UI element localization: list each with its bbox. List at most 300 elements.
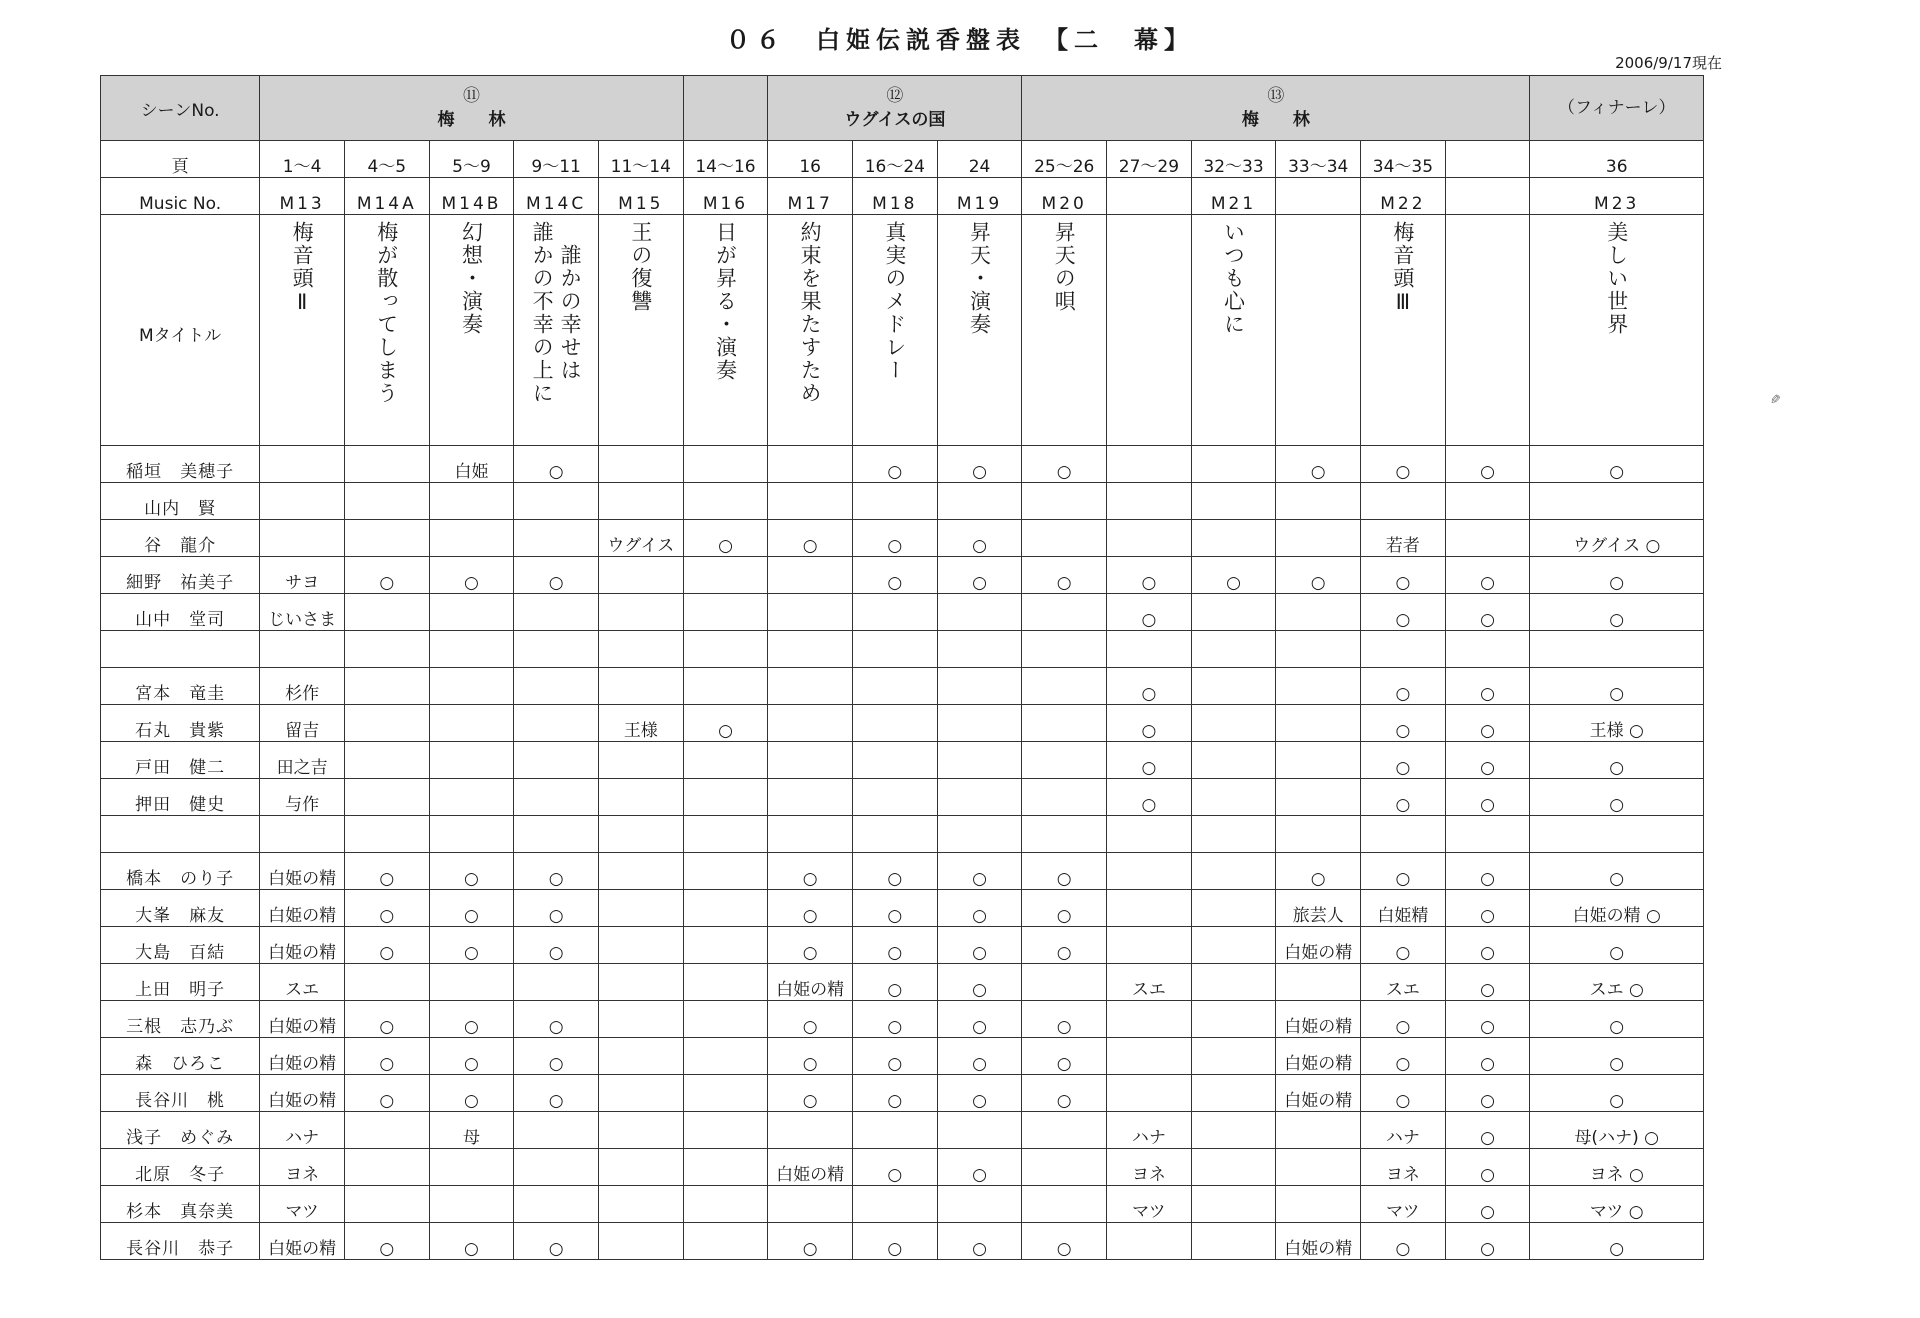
cast-cell <box>598 1038 683 1075</box>
cast-row <box>101 557 1704 594</box>
cast-cell <box>853 668 938 705</box>
cast-cell <box>598 594 683 631</box>
cast-row <box>101 631 1704 668</box>
cast-cell: 白姫の精 <box>260 1001 345 1038</box>
cast-cell: 王様 <box>598 705 683 742</box>
cast-cell <box>344 705 429 742</box>
cast-cell: ○ <box>1530 668 1704 705</box>
cast-cell <box>1107 483 1192 520</box>
cast-cell: ○ <box>1530 927 1704 964</box>
cast-cell: ○ <box>1445 1223 1530 1260</box>
mtitle-cell <box>1022 215 1107 446</box>
mtitle-cell <box>1191 215 1276 446</box>
cast-cell <box>429 816 514 853</box>
cast-cell: ○ <box>1022 853 1107 890</box>
cast-cell: ○ <box>937 1223 1022 1260</box>
cast-cell <box>1107 816 1192 853</box>
scene-group-cell <box>260 76 683 141</box>
music-cell: M23 <box>1530 178 1704 215</box>
cast-cell: ○ <box>1022 1001 1107 1038</box>
mtitle-text <box>514 221 598 405</box>
cast-cell <box>429 779 514 816</box>
cast-cell <box>344 816 429 853</box>
cast-cell: 白姫の精 <box>260 1038 345 1075</box>
cast-cell <box>683 853 768 890</box>
cast-cell: ○ <box>1445 1038 1530 1075</box>
cast-cell <box>683 1038 768 1075</box>
cast-cell <box>598 1149 683 1186</box>
cast-row <box>101 964 1704 1001</box>
cast-cell: ○ <box>1445 557 1530 594</box>
cast-cell <box>429 594 514 631</box>
cast-cell: ○ <box>683 520 768 557</box>
cast-cell <box>514 1186 599 1223</box>
cast-cell: ヨネ <box>260 1149 345 1186</box>
music-cell: M19 <box>937 178 1022 215</box>
cast-cell <box>1107 1075 1192 1112</box>
cast-name <box>101 631 260 668</box>
cast-cell: ○ <box>1445 964 1530 1001</box>
cast-cell <box>598 927 683 964</box>
cast-row <box>101 520 1704 557</box>
cast-cell: 留吉 <box>260 705 345 742</box>
cast-cell: ○ <box>1022 1075 1107 1112</box>
cast-row <box>101 483 1704 520</box>
cast-cell: ○ <box>1361 1001 1446 1038</box>
cast-cell <box>1191 668 1276 705</box>
cast-cell: ○ <box>768 927 853 964</box>
cast-cell <box>1191 742 1276 779</box>
cast-cell: ○ <box>937 927 1022 964</box>
cast-cell <box>1022 1149 1107 1186</box>
cast-cell <box>514 779 599 816</box>
cast-cell <box>1022 594 1107 631</box>
scene-row <box>101 76 1704 141</box>
cast-cell <box>683 594 768 631</box>
cast-cell <box>1022 483 1107 520</box>
cast-cell: ○ <box>768 520 853 557</box>
cast-cell: 杉作 <box>260 668 345 705</box>
cast-row <box>101 594 1704 631</box>
cast-cell: ○ <box>768 1223 853 1260</box>
cast-name: 山中 堂司 <box>101 594 260 631</box>
cast-cell: 田之吉 <box>260 742 345 779</box>
cast-cell: 白姫の精 <box>260 927 345 964</box>
mtitle-text <box>345 221 429 405</box>
scene-name: ウグイスの国 <box>844 110 946 130</box>
mtitle-text <box>599 221 683 313</box>
cast-name <box>101 816 260 853</box>
cast-cell <box>1107 1223 1192 1260</box>
cast-cell: ○ <box>768 853 853 890</box>
cast-cell: ○ <box>853 1149 938 1186</box>
mtitle-line: 梅が散ってしまう <box>374 221 399 405</box>
cast-cell: ○ <box>1361 705 1446 742</box>
cast-cell: マツ <box>1361 1186 1446 1223</box>
cast-cell: ○ <box>514 927 599 964</box>
cast-cell <box>1022 779 1107 816</box>
page-cell: 33～34 <box>1276 141 1361 178</box>
cast-cell <box>1191 594 1276 631</box>
cast-cell <box>937 594 1022 631</box>
cast-cell <box>1191 853 1276 890</box>
page-cell: 34～35 <box>1361 141 1446 178</box>
cast-cell <box>1191 1112 1276 1149</box>
cast-cell <box>1445 816 1530 853</box>
scene-group-cell <box>768 76 1022 141</box>
scene-group-cell <box>1022 76 1530 141</box>
mtitle-line: 真実のメドレー <box>882 221 907 382</box>
cast-cell: 王様 ○ <box>1530 705 1704 742</box>
cast-cell: ○ <box>344 1075 429 1112</box>
cast-cell: ○ <box>1530 557 1704 594</box>
cast-cell <box>683 779 768 816</box>
cast-cell: 旅芸人 <box>1276 890 1361 927</box>
cast-cell <box>429 705 514 742</box>
music-cell: M13 <box>260 178 345 215</box>
page-cell: 36 <box>1530 141 1704 178</box>
cast-cell: ○ <box>514 890 599 927</box>
mtitle-text <box>853 221 937 382</box>
cast-cell <box>683 631 768 668</box>
cast-cell: ○ <box>1530 1001 1704 1038</box>
cast-cell <box>853 631 938 668</box>
cast-cell: ○ <box>514 1223 599 1260</box>
cast-cell <box>1191 631 1276 668</box>
cast-cell <box>260 520 345 557</box>
mtitle-line: 日が昇る・演奏 <box>713 221 738 382</box>
cast-cell <box>768 483 853 520</box>
cast-cell <box>1276 779 1361 816</box>
mtitle-cell <box>260 215 345 446</box>
scene-name: 梅 林 <box>437 110 506 130</box>
cast-cell <box>1022 816 1107 853</box>
mtitle-text <box>1361 221 1445 316</box>
cast-cell: 白姫の精 <box>260 1075 345 1112</box>
cast-name: 北原 冬子 <box>101 1149 260 1186</box>
cast-cell <box>937 742 1022 779</box>
cast-cell <box>1191 483 1276 520</box>
cast-cell <box>1361 631 1446 668</box>
cast-cell <box>514 742 599 779</box>
cast-cell: ウグイス ○ <box>1530 520 1704 557</box>
cast-cell <box>1022 705 1107 742</box>
cast-cell: ○ <box>1445 1186 1530 1223</box>
mtitle-line: 約束を果たすため <box>798 221 823 405</box>
mtitle-label: Mタイトル <box>101 215 260 446</box>
cast-cell <box>344 964 429 1001</box>
music-cell: M18 <box>853 178 938 215</box>
cast-cell: マツ ○ <box>1530 1186 1704 1223</box>
cast-cell <box>514 964 599 1001</box>
cast-cell <box>514 1112 599 1149</box>
cast-name: 宮本 竜圭 <box>101 668 260 705</box>
cast-cell: ○ <box>1530 779 1704 816</box>
cast-cell: 白姫の精 <box>768 964 853 1001</box>
cast-cell <box>1276 816 1361 853</box>
cast-cell: ○ <box>429 557 514 594</box>
scene-number: （フィナーレ） <box>1558 98 1676 118</box>
cast-cell <box>429 1149 514 1186</box>
cast-row <box>101 1186 1704 1223</box>
mtitle-cell <box>1276 215 1361 446</box>
mtitle-text <box>1530 221 1703 336</box>
cast-cell: ○ <box>1361 927 1446 964</box>
cast-row <box>101 853 1704 890</box>
cast-cell <box>1022 1112 1107 1149</box>
cast-cell: 白姫精 <box>1361 890 1446 927</box>
cast-cell: ○ <box>853 853 938 890</box>
cast-cell: スエ <box>1361 964 1446 1001</box>
handwritten-margin-note: ✎ <box>1764 390 1783 406</box>
cast-cell <box>260 483 345 520</box>
cast-cell <box>514 483 599 520</box>
cast-cell <box>1276 1186 1361 1223</box>
cast-cell <box>1191 1075 1276 1112</box>
cast-cell <box>1276 594 1361 631</box>
cast-cell <box>1276 483 1361 520</box>
cast-cell: ○ <box>1191 557 1276 594</box>
cast-cell <box>514 631 599 668</box>
cast-cell <box>1191 1149 1276 1186</box>
cast-cell: ○ <box>937 964 1022 1001</box>
cast-cell <box>1022 631 1107 668</box>
cast-cell: 白姫の精 <box>1276 1075 1361 1112</box>
cast-cell <box>853 594 938 631</box>
page-cell: 1～4 <box>260 141 345 178</box>
cast-cell: じいさま <box>260 594 345 631</box>
mtitle-line: 幻想・演奏 <box>459 221 484 336</box>
cast-cell: ハナ <box>1107 1112 1192 1149</box>
cast-cell <box>1191 520 1276 557</box>
cast-cell: ○ <box>1361 1223 1446 1260</box>
mtitle-line: 王の復讐 <box>628 221 653 313</box>
cast-cell <box>344 779 429 816</box>
cast-cell: ○ <box>1445 594 1530 631</box>
cast-cell: ○ <box>344 1038 429 1075</box>
cast-cell: ○ <box>1445 890 1530 927</box>
cast-cell <box>683 890 768 927</box>
cast-cell: ○ <box>937 890 1022 927</box>
cast-cell <box>598 1223 683 1260</box>
cast-cell: ヨネ <box>1107 1149 1192 1186</box>
cast-row <box>101 890 1704 927</box>
cast-cell: ○ <box>1445 742 1530 779</box>
cast-cell <box>344 668 429 705</box>
cast-name: 長谷川 桃 <box>101 1075 260 1112</box>
cast-cell: ○ <box>853 1001 938 1038</box>
cast-cell <box>1276 705 1361 742</box>
cast-cell <box>768 705 853 742</box>
cast-cell: サヨ <box>260 557 345 594</box>
cast-name: 杉本 真奈美 <box>101 1186 260 1223</box>
cast-cell <box>768 779 853 816</box>
cast-cell <box>683 1223 768 1260</box>
mtitle-line: 梅音頭Ⅱ <box>290 221 315 316</box>
cast-cell <box>937 1112 1022 1149</box>
cast-cell: ○ <box>344 927 429 964</box>
cast-name: 石丸 貴紫 <box>101 705 260 742</box>
cast-cell: ○ <box>1022 1223 1107 1260</box>
cast-row <box>101 779 1704 816</box>
cast-cell <box>1191 1223 1276 1260</box>
music-cell <box>1107 178 1192 215</box>
cast-cell <box>1191 446 1276 483</box>
cast-cell <box>598 779 683 816</box>
cast-cell <box>1276 1112 1361 1149</box>
cast-cell <box>1191 779 1276 816</box>
cast-cell <box>514 668 599 705</box>
cast-cell <box>598 1001 683 1038</box>
cast-cell <box>683 483 768 520</box>
cast-cell: ○ <box>768 1075 853 1112</box>
mtitle-text <box>260 221 344 316</box>
cast-row <box>101 705 1704 742</box>
page-cell: 24 <box>937 141 1022 178</box>
cast-cell <box>937 816 1022 853</box>
cast-cell <box>344 1149 429 1186</box>
cast-cell <box>683 742 768 779</box>
music-cell: M20 <box>1022 178 1107 215</box>
cast-cell: ○ <box>1445 705 1530 742</box>
cast-cell <box>598 668 683 705</box>
cast-cell: ○ <box>937 1038 1022 1075</box>
scene-number: ⑫ <box>886 86 904 106</box>
cast-cell <box>853 1112 938 1149</box>
cast-cell <box>429 964 514 1001</box>
cast-row <box>101 668 1704 705</box>
mtitle-line: 昇天の唄 <box>1052 221 1077 313</box>
cast-cell: ○ <box>1445 1149 1530 1186</box>
cast-cell: ○ <box>1445 1075 1530 1112</box>
mtitle-text <box>938 221 1022 336</box>
cast-cell <box>1191 1186 1276 1223</box>
page-cell <box>1445 141 1530 178</box>
cast-cell: ○ <box>344 853 429 890</box>
cast-cell <box>1191 964 1276 1001</box>
cast-cell <box>598 557 683 594</box>
cast-cell <box>598 890 683 927</box>
cast-name: 浅子 めぐみ <box>101 1112 260 1149</box>
cast-cell <box>344 446 429 483</box>
mtitle-text <box>430 221 514 336</box>
cast-cell: ハナ <box>260 1112 345 1149</box>
cast-cell: ○ <box>1276 446 1361 483</box>
cast-cell: ○ <box>1361 779 1446 816</box>
cast-cell: ○ <box>344 1001 429 1038</box>
cast-cell: ○ <box>1530 446 1704 483</box>
cast-cell: ○ <box>1361 668 1446 705</box>
cast-name: 大峯 麻友 <box>101 890 260 927</box>
cast-cell <box>1107 446 1192 483</box>
cast-cell <box>1191 1038 1276 1075</box>
music-cell: M14C <box>514 178 599 215</box>
mtitle-line: 昇天・演奏 <box>967 221 992 336</box>
music-cell: M17 <box>768 178 853 215</box>
cast-cell: ○ <box>1445 668 1530 705</box>
cast-cell <box>683 816 768 853</box>
music-cell <box>1276 178 1361 215</box>
cast-cell <box>1276 964 1361 1001</box>
cast-cell <box>344 1186 429 1223</box>
cast-cell: ○ <box>1445 446 1530 483</box>
cast-cell <box>1445 631 1530 668</box>
cast-name: 谷 龍介 <box>101 520 260 557</box>
music-cell <box>1445 178 1530 215</box>
cast-cell: ○ <box>1022 446 1107 483</box>
cast-cell <box>260 446 345 483</box>
scene-label: シーンNo. <box>101 76 260 141</box>
cast-cell: ヨネ ○ <box>1530 1149 1704 1186</box>
cast-cell: スエ ○ <box>1530 964 1704 1001</box>
cast-cell: ○ <box>344 557 429 594</box>
cast-cell: 母 <box>429 1112 514 1149</box>
cast-cell <box>683 557 768 594</box>
page-cell: 16～24 <box>853 141 938 178</box>
cast-cell: ○ <box>344 1223 429 1260</box>
cast-cell: 白姫の精 <box>260 1223 345 1260</box>
cast-cell <box>937 705 1022 742</box>
music-cell: M21 <box>1191 178 1276 215</box>
cast-cell: ○ <box>853 927 938 964</box>
cast-cell: ○ <box>514 446 599 483</box>
cast-cell <box>598 446 683 483</box>
cast-cell <box>768 668 853 705</box>
cast-cell <box>1107 1001 1192 1038</box>
cast-cell <box>344 631 429 668</box>
page-cell: 16 <box>768 141 853 178</box>
cast-cell: ○ <box>1361 557 1446 594</box>
cast-cell: ○ <box>1530 742 1704 779</box>
cast-cell: ○ <box>429 890 514 927</box>
mtitle-row <box>101 215 1704 446</box>
cast-cell: ○ <box>429 927 514 964</box>
cast-cell <box>1107 853 1192 890</box>
cast-cell <box>1107 927 1192 964</box>
cast-cell <box>853 742 938 779</box>
cast-cell <box>344 520 429 557</box>
cast-name: 上田 明子 <box>101 964 260 1001</box>
cast-cell <box>1530 483 1704 520</box>
cast-cell <box>598 1186 683 1223</box>
cast-cell <box>683 1112 768 1149</box>
cast-cell: ○ <box>1530 853 1704 890</box>
mtitle-line: 梅音頭Ⅲ <box>1390 221 1415 316</box>
cast-cell: ヨネ <box>1361 1149 1446 1186</box>
cast-row <box>101 742 1704 779</box>
cast-cell: 白姫の精 <box>260 853 345 890</box>
cast-cell <box>853 483 938 520</box>
cast-cell <box>1530 816 1704 853</box>
cast-cell: ○ <box>1022 557 1107 594</box>
cast-cell: ○ <box>1107 594 1192 631</box>
cast-cell: ○ <box>1445 853 1530 890</box>
music-label: Music No. <box>101 178 260 215</box>
cast-cell: ○ <box>937 1149 1022 1186</box>
cast-cell: ○ <box>937 1001 1022 1038</box>
cast-cell <box>598 853 683 890</box>
cast-cell: ○ <box>429 1075 514 1112</box>
cast-cell: ○ <box>1107 779 1192 816</box>
mtitle-text <box>684 221 768 382</box>
cast-cell <box>683 1186 768 1223</box>
page-row <box>101 141 1704 178</box>
mtitle-text <box>1192 221 1276 336</box>
cast-cell <box>1445 520 1530 557</box>
page-cell: 27～29 <box>1107 141 1192 178</box>
cast-cell: 白姫の精 <box>1276 1223 1361 1260</box>
cast-cell: ○ <box>1361 1075 1446 1112</box>
